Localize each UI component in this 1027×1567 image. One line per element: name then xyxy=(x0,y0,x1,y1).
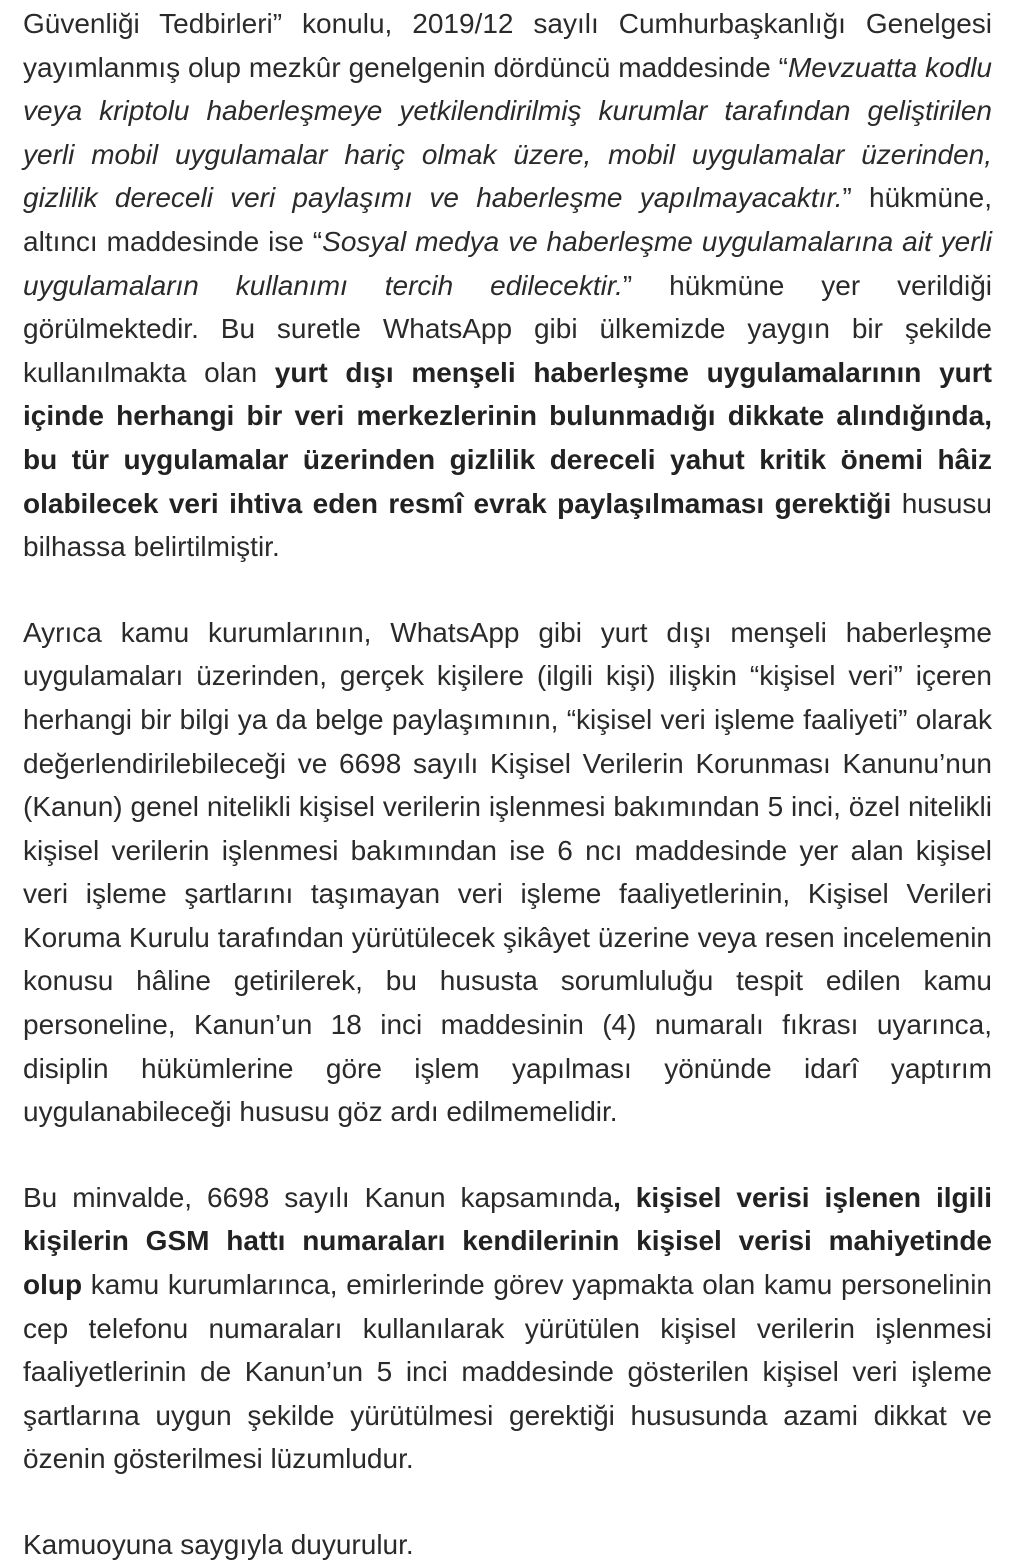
paragraph-gsm-numbers xyxy=(23,1176,992,1481)
text-segment: Bu minvalde, 6698 sayılı Kanun kapsamında xyxy=(23,1181,614,1213)
text-segment: ” hükmüne, altıncı maddesinde ise “ xyxy=(23,182,992,257)
emphasis-gsm-personal-data: , kişisel verisi işlenen ilgili kişilerin GSM hattı numaraları kendilerinin kişisel verisi mahiyetinde olup xyxy=(23,1181,992,1301)
closing-line: Kamuoyuna saygıyla duyurulur. xyxy=(23,1529,414,1560)
quoted-article-4-text: Mevzuatta kodlu veya kriptolu haberleşmeye yetkilendirilmiş kurumlar tarafından geliştirilen yerli mobil uygulamalar hariç olmak üzere, mobil uygulamalar üzerinden, gizlilik dereceli veri paylaşımı ve haberleşme yapılmayacaktır. xyxy=(23,51,993,214)
text-segment: hususu bilhassa belirtilmiştir. xyxy=(23,487,992,563)
paragraph-personal-data-processing xyxy=(23,611,992,1134)
text-segment: Ayrıca kamu kurumlarının, WhatsApp gibi yurt dışı menşeli haberleşme uygulamaları üzerinden, gerçek kişilere (ilgili kişi) ilişkin “kişisel veri” içeren herhangi bir bilgi ya da belge paylaşımının, “kişisel veri işleme faaliyeti” olarak değerlendirilebileceği ve 6698 sayılı Kişisel Verilerin Korunması Kanunu’nun (Kanun) genel nitelikli kişisel verilerin işlenmesi bakımından 5 inci, özel nitelikli kişisel verilerin işlenmesi bakımından ise 6 ncı maddesinde yer alan kişisel veri işleme şartlarını taşımayan veri işleme faaliyetlerinin, Kişisel Verileri Koruma Kurulu tarafından yürütülecek şikâyet üzerine veya resen incelemenin konusu hâline getirilerek, bu hususta sorumluluğu tespit edilen kamu personeline, Kanun’un 18 inci maddesinin (4) numaralı fıkrası uyarınca, disiplin hükümlerine göre işlem yapılması yönünde idarî yaptırım uygulanabileceği hususu göz ardı edilmemelidir. xyxy=(23,616,992,1128)
emphasis-foreign-apps-warning: yurt dışı menşeli haberleşme uygulamalarının yurt içinde herhangi bir veri merkezlerinin bulunmadığı dikkate alındığında, bu tür uygulamalar üzerinden gizlilik dereceli yahut kritik önemi hâiz olabilecek veri ihtiva eden resmî evrak paylaşılmaması gerektiği xyxy=(23,356,993,519)
paragraph-directive-quotes xyxy=(23,2,992,569)
quoted-article-6-text: Sosyal medya ve haberleşme uygulamalarına ait yerli uygulamaların kullanımı tercih edilecektir. xyxy=(23,225,992,301)
text-segment: ” hükmüne yer verildiği görülmektedir. Bu suretle WhatsApp gibi ülkemizde yaygın bir şekilde kullanılmakta olan xyxy=(23,269,992,388)
paragraph-closing xyxy=(23,1523,992,1567)
text-segment: kamu kurumlarınca, emirlerinde görev yapmakta olan kamu personelinin cep telefonu numaraları kullanılarak yürütülen kişisel verilerin işlenmesi faaliyetlerinin de Kanun’un 5 inci maddesinde gösterilen kişisel veri işleme şartlarına uygun şekilde yürütülmesi gerektiği hususunda azami dikkat ve özenin gösterilmesi lüzumludur. xyxy=(23,1269,992,1475)
text-segment: Güvenliği Tedbirleri” konulu, 2019/12 sayılı Cumhurbaşkanlığı Genelgesi yayımlanmış olup mezkûr genelgenin dördüncü maddesinde “ xyxy=(23,8,992,83)
